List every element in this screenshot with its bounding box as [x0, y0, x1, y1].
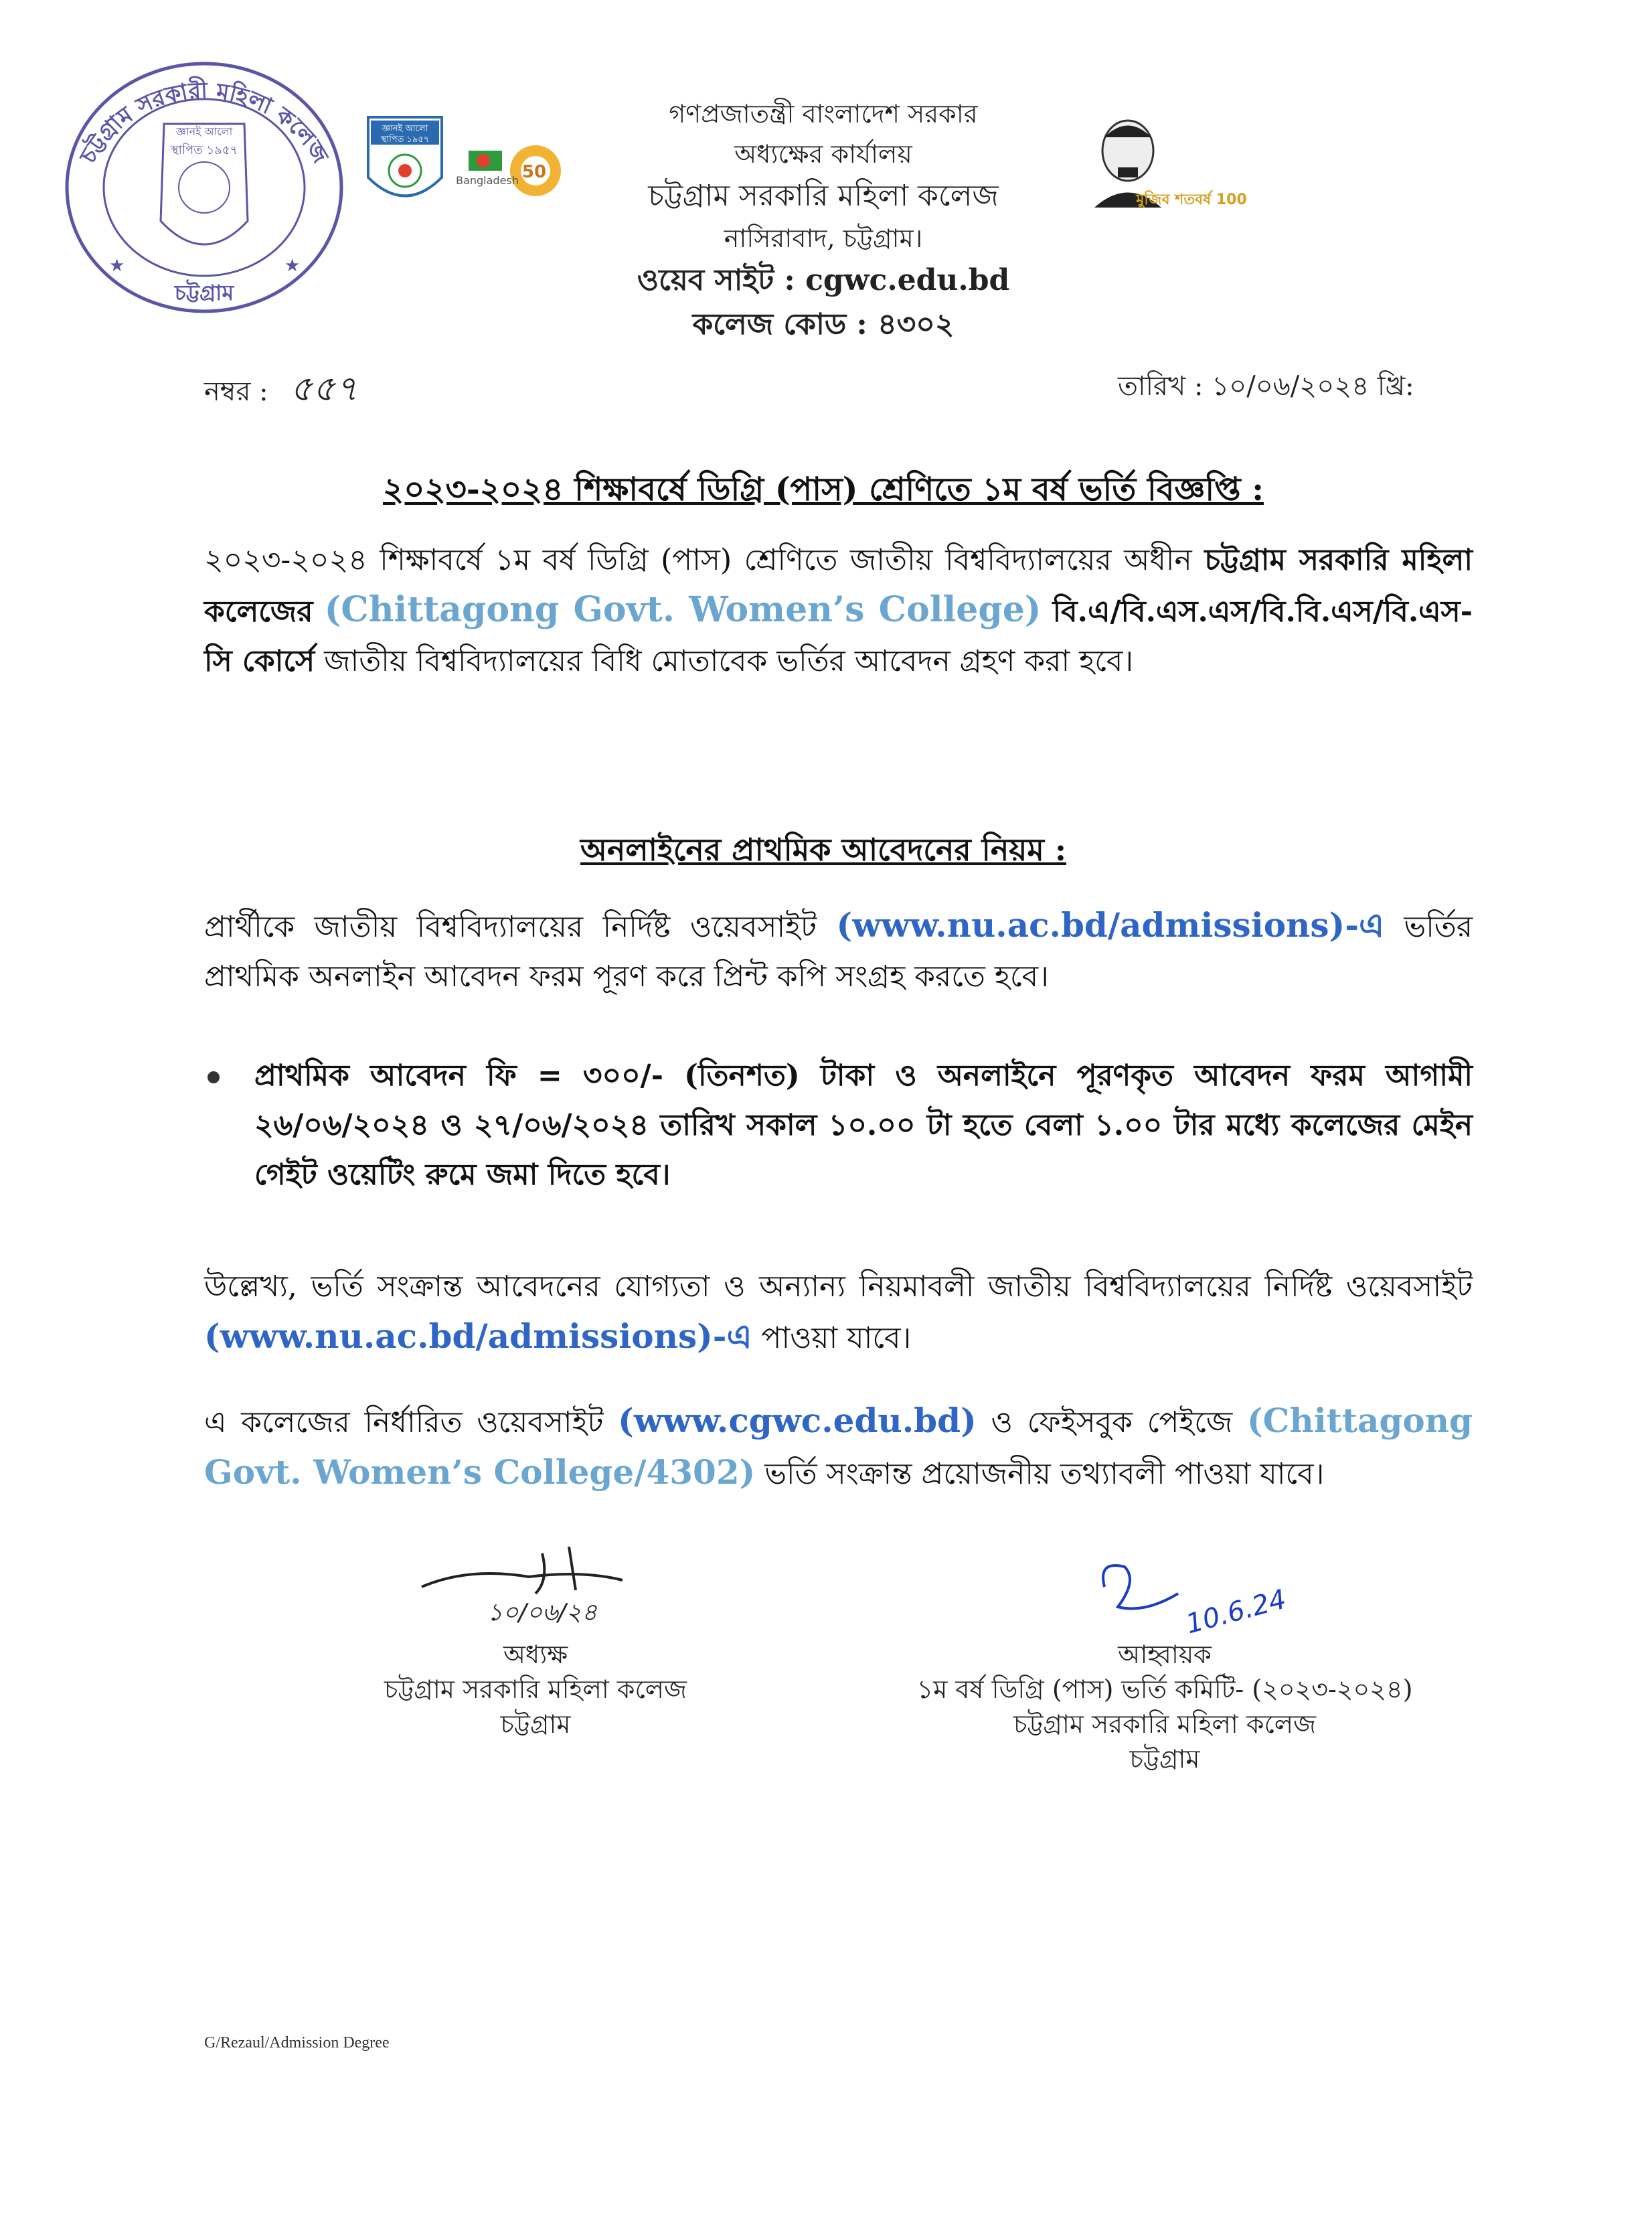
header-line-1: গণপ্রজাতন্ত্রী বাংলাদেশ সরকার [669, 99, 978, 129]
logo3-number: 50 [521, 162, 547, 182]
memo-date [1118, 365, 1414, 410]
intro-courses: বি.এ/বি.এস.এস/বি.বি.এস/বি.এস-সি কোর্সে [204, 595, 1473, 678]
logo2-top: জ্ঞানই আলো [382, 124, 428, 134]
convener-org: চট্টগ্রাম সরকারি মহিলা কলেজ [1013, 1709, 1317, 1739]
date-value: ১০/০৬/২০২৪ খ্রি: [1212, 371, 1414, 402]
svg-text:★: ★ [284, 256, 301, 276]
number-value: ৫৫৭ [290, 369, 358, 409]
note-nu-link[interactable]: (www.nu.ac.bd/admissions)-এ [204, 1316, 752, 1356]
note-paragraph [204, 1262, 1473, 1363]
principal-org: চট্টগ্রাম সরকারি মহিলা কলেজ [384, 1675, 687, 1704]
number-label: নম্বর : [204, 376, 268, 407]
fb-part2: ও ফেইসবুক পেইজে [976, 1405, 1247, 1440]
online-part2: ভর্তির প্রাথমিক অনলাইন আবেদন ফরম পূরণ করে প্রিন্ট কপি সংগ্রহ করতে হবে। [204, 910, 1473, 994]
memo-number [204, 362, 358, 420]
document-footer: G/Rezaul/Admission Degree [204, 2034, 390, 2052]
principal-sign-date: ১০/০৬/২৪ [487, 1599, 598, 1626]
header-line-2: অধ্যক্ষের কার্যালয় [734, 139, 912, 169]
convener-block [830, 1637, 1499, 1776]
online-part1: প্রার্থীকে জাতীয় বিশ্ববিদ্যালয়ের নির্দিষ্ট ওয়েবসাইট [204, 910, 837, 944]
office-header [556, 94, 1091, 347]
intro-part2: জাতীয় বিশ্ববিদ্যালয়ের বিধি মোতাবেক ভর্তির আবেদন গ্রহণ করা হবে। [315, 644, 1134, 678]
principal-signature [408, 1540, 649, 1634]
svg-text:★: ★ [109, 256, 125, 276]
portrait-badge: মুজিব শতবর্ষ 100 [1136, 191, 1247, 208]
header-college-code: কলেজ কোড : ৪৩০২ [692, 307, 955, 341]
cgwc-website-link[interactable]: (www.cgwc.edu.bd) [618, 1401, 977, 1440]
fee-bullet-text: প্রাথমিক আবেদন ফি = ৩০০/- (তিনশত) টাকা ও অনলাইনে পূরণকৃত আবেদন ফরম আগামী ২৬/০৬/২০২৪ ও ২৭/০৬/২০২৪ তারিখ সকাল ১০.০০ টা হতে বেলা ১.০০ টার মধ্যে কলেজের মেইন গেইট ওয়েটিং রুমে জমা দিতে হবে। [254, 1059, 1473, 1192]
principal-city: চট্টগ্রাম [500, 1709, 571, 1739]
intro-college-bn: চট্টগ্রাম সরকারি মহিলা কলেজের [204, 543, 1473, 629]
fee-bullet [204, 1051, 1473, 1200]
note-part2: পাওয়া যাবে। [752, 1321, 912, 1355]
bullet-dot [208, 1071, 220, 1083]
seal-bottom-text: চট্টগ্রাম [174, 280, 234, 305]
note-part1: উল্লেখ্য, ভর্তি সংক্রান্ত আবেদনের যোগ্যতা ও অন্যান্য নিয়মাবলী জাতীয় বিশ্ববিদ্যালয়ের নির্দিষ্ট ওয়েবসাইট [204, 1269, 1473, 1304]
college-logo [361, 114, 448, 214]
mujib-borsho-portrait [1088, 114, 1247, 214]
nu-admissions-link[interactable]: (www.nu.ac.bd/admissions)-এ [836, 905, 1384, 945]
notice-title: ২০২৩-২০২৪ শিক্ষাবর্ষে ডিগ্রি (পাস) শ্রেণিতে ১ম বর্ষ ভর্তি বিজ্ঞপ্তি : [383, 471, 1264, 508]
online-paragraph [204, 901, 1473, 1002]
convener-sign-date: 10.6.24 [1182, 1584, 1290, 1640]
fb-part3: ভর্তি সংক্রান্ত প্রয়োজনীয় তথ্যাবলী পাওয়া যাবে। [755, 1457, 1325, 1491]
convener-title: আহ্বায়ক [1118, 1640, 1212, 1669]
logo2-est: স্থাপিত ১৯৫৭ [380, 135, 430, 145]
header-line-3: চট্টগ্রাম সরকারি মহিলা কলেজ [648, 179, 999, 213]
principal-block [295, 1637, 776, 1742]
header-website: ওয়েব সাইট : cgwc.edu.bd [637, 263, 1010, 297]
principal-title: অধ্যক্ষ [503, 1640, 568, 1669]
online-heading: অনলাইনের প্রাথমিক আবেদনের নিয়ম : [580, 832, 1066, 868]
intro-part1: ২০২৩-২০২৪ শিক্ষাবর্ষে ১ম বর্ষ ডিগ্রি (পাস) শ্রেণিতে জাতীয় বিশ্ববিদ্যালয়ের অধীন [204, 543, 1205, 577]
header-line-4: নাসিরাবাদ, চট্টগ্রাম। [724, 224, 923, 253]
convener-city: চট্টগ্রাম [1129, 1744, 1200, 1774]
seal-inner-top: জ্ঞানই আলো [175, 125, 233, 138]
convener-committee: ১ম বর্ষ ডিগ্রি (পাস) ভর্তি কমিটি- (২০২৩-২০২৪) [916, 1675, 1413, 1704]
college-seal-stamp [57, 54, 351, 321]
intro-college-en: (Chittagong Govt. Women’s College) [324, 589, 1042, 630]
bangladesh-50-logo [455, 131, 566, 204]
fb-part1: এ কলেজের নির্ধারিত ওয়েবসাইট [204, 1405, 618, 1440]
logo3-text: Bangladesh [456, 174, 519, 187]
facebook-page-name: (Chittagong Govt. Women’s College/4302) [204, 1401, 1473, 1492]
seal-inner-est: স্থাপিত ১৯৫৭ [170, 143, 238, 157]
date-label: তারিখ : [1118, 371, 1204, 402]
facebook-paragraph [204, 1396, 1473, 1499]
seal-ring-text: চট্টগ্রাম সরকারী মহিলা কলেজ [74, 77, 334, 168]
intro-paragraph [204, 536, 1473, 686]
